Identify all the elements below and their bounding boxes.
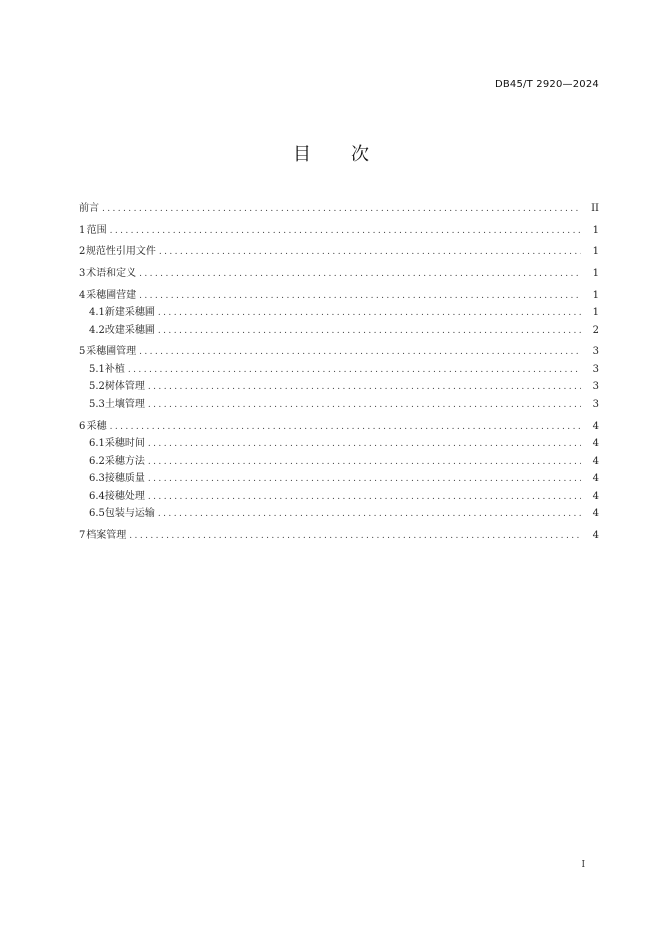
toc-entry-number: 2: [79, 246, 86, 258]
dot-leader: [129, 528, 581, 546]
title-char-1: 目: [293, 144, 311, 165]
toc-entry-number: 5: [79, 346, 86, 358]
toc-entry-page: 1: [592, 246, 599, 258]
toc-entry-label: 土壤管理: [104, 398, 145, 410]
toc-entry[interactable]: [79, 527, 599, 545]
dot-leader: [148, 489, 581, 507]
toc-entry-page: 4: [592, 508, 599, 520]
toc-entry-number: 4: [79, 289, 86, 301]
toc-entry-label: 范围: [86, 224, 107, 236]
dot-leader: [148, 436, 581, 454]
toc-entry-label: 采穗圃管理: [86, 346, 137, 358]
toc-entry-label: 接穗质量: [104, 473, 145, 485]
toc-entry-page: 3: [592, 363, 599, 375]
title-char-2: 次: [351, 144, 369, 165]
toc-entry-number: 6.3: [89, 473, 105, 485]
toc-entry-number: 5.1: [89, 363, 105, 375]
table-of-contents: [79, 200, 599, 544]
toc-entry-number: 3: [79, 268, 86, 280]
dot-leader: [139, 266, 581, 284]
toc-entry-number: 6.4: [89, 490, 105, 502]
toc-entry-page: 1: [592, 268, 599, 280]
dot-leader: [110, 223, 581, 241]
toc-entry[interactable]: [79, 304, 599, 322]
toc-entry[interactable]: [79, 287, 599, 305]
toc-entry[interactable]: [79, 470, 599, 488]
toc-entry-number: 6.5: [89, 508, 105, 520]
toc-entry[interactable]: [79, 396, 599, 414]
toc-entry-page: 1: [592, 289, 599, 301]
toc-entry-number: 4.2: [89, 324, 105, 336]
toc-entry-label: 接穗处理: [104, 490, 145, 502]
toc-entry-page: 3: [592, 346, 599, 358]
toc-entry-number: 6.1: [89, 438, 105, 450]
toc-entry-label: 档案管理: [86, 529, 127, 541]
toc-entry-label: 补植: [104, 363, 125, 375]
dot-leader: [159, 244, 581, 262]
toc-entry-number: 6.2: [89, 455, 105, 467]
dot-leader: [139, 344, 581, 362]
toc-entry-label: 采穗方法: [104, 455, 145, 467]
dot-leader: [148, 454, 581, 472]
toc-entry-number: 7: [79, 529, 86, 541]
toc-entry[interactable]: [79, 488, 599, 506]
toc-entry-number: 6: [79, 420, 86, 432]
toc-entry[interactable]: [79, 343, 599, 361]
toc-entry-page: 4: [592, 473, 599, 485]
dot-leader: [148, 471, 581, 489]
dot-leader: [158, 305, 581, 323]
toc-entry[interactable]: [79, 435, 599, 453]
toc-entry-page: 4: [592, 529, 599, 541]
toc-entry-label: 前言: [79, 203, 99, 214]
toc-entry-label: 树体管理: [104, 381, 145, 393]
page-number: I: [581, 860, 585, 870]
toc-entry-number: 4.1: [89, 307, 105, 319]
dot-leader: [158, 323, 581, 341]
toc-entry-label: 改建采穗圃: [104, 324, 155, 336]
toc-entry-page: 3: [592, 398, 599, 410]
toc-entry-page: II: [591, 203, 599, 214]
dot-leader: [128, 362, 581, 380]
toc-entry[interactable]: [79, 200, 599, 218]
toc-entry-label: 术语和定义: [86, 268, 137, 280]
toc-entry-label: 采穗: [86, 420, 107, 432]
toc-entry-page: 4: [592, 455, 599, 467]
toc-entry-page: 3: [592, 381, 599, 393]
toc-entry-page: 4: [592, 490, 599, 502]
toc-entry-label: 采穗圃营建: [86, 289, 137, 301]
toc-entry-page: 1: [592, 307, 599, 319]
toc-entry[interactable]: [79, 453, 599, 471]
toc-entry[interactable]: [79, 418, 599, 436]
toc-entry[interactable]: [79, 322, 599, 340]
toc-entry[interactable]: [79, 243, 599, 261]
dot-leader: [148, 397, 581, 415]
toc-entry-page: 2: [592, 324, 599, 336]
toc-entry-label: 采穗时间: [104, 438, 145, 450]
toc-entry-label: 新建采穗圃: [104, 307, 155, 319]
page-title: [0, 140, 662, 166]
toc-entry[interactable]: [79, 222, 599, 240]
toc-entry-number: 1: [79, 224, 86, 236]
toc-entry[interactable]: [79, 505, 599, 523]
toc-entry[interactable]: [79, 265, 599, 283]
dot-leader: [102, 201, 581, 219]
standard-code: DB45/T 2920—2024: [494, 79, 599, 90]
toc-entry[interactable]: [79, 361, 599, 379]
toc-entry-number: 5.2: [89, 381, 105, 393]
toc-entry-label: 规范性引用文件: [85, 246, 156, 258]
dot-leader: [158, 506, 581, 524]
toc-entry-number: 5.3: [89, 398, 105, 410]
dot-leader: [110, 419, 581, 437]
dot-leader: [139, 288, 581, 306]
toc-entry[interactable]: [79, 378, 599, 396]
toc-entry-page: 4: [592, 438, 599, 450]
toc-entry-page: 4: [592, 420, 599, 432]
toc-entry-page: 1: [592, 224, 599, 236]
dot-leader: [148, 379, 581, 397]
toc-entry-label: 包装与运输: [104, 508, 155, 520]
